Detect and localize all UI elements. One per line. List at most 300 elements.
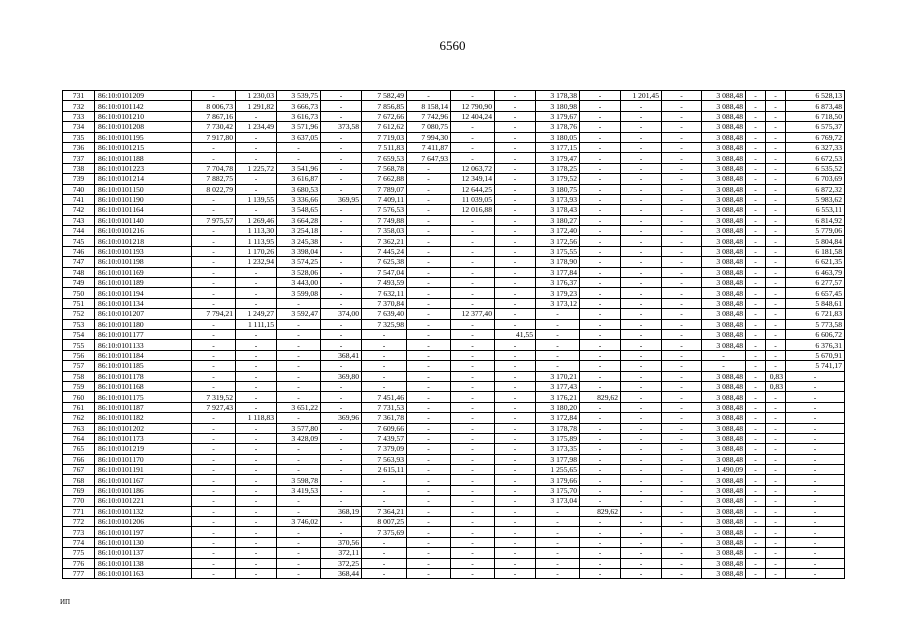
value-cell: - (766, 454, 786, 464)
value-cell: - (786, 423, 845, 433)
value-cell: - (580, 142, 621, 152)
cadastral-number-cell: 86:10:0101133 (95, 340, 192, 350)
value-cell: - (407, 298, 451, 308)
value-cell: - (580, 548, 621, 558)
value-cell: - (746, 288, 766, 298)
value-cell: - (786, 465, 845, 475)
row-number-cell: 733 (63, 111, 95, 121)
value-cell: - (451, 423, 495, 433)
cadastral-number-cell: 86:10:0101167 (95, 475, 192, 485)
value-cell: - (277, 506, 321, 516)
value-cell: 3 598,78 (277, 475, 321, 485)
value-cell: 3 179,47 (536, 153, 580, 163)
value-cell: 12 063,72 (451, 163, 495, 173)
value-cell: - (746, 527, 766, 537)
value-cell: - (766, 132, 786, 142)
value-cell: - (277, 371, 321, 381)
value-cell: - (746, 568, 766, 578)
value-cell: 7 563,93 (362, 454, 407, 464)
table-row (63, 433, 845, 443)
value-cell: - (362, 329, 407, 339)
value-cell: 3 177,43 (536, 381, 580, 391)
table-row (63, 506, 845, 516)
table-row (63, 309, 845, 319)
value-cell: - (746, 517, 766, 527)
value-cell: 7 794,21 (192, 309, 236, 319)
value-cell: - (362, 537, 407, 547)
value-cell: 12 377,40 (451, 309, 495, 319)
row-number-cell: 772 (63, 517, 95, 527)
value-cell: 7 639,40 (362, 309, 407, 319)
value-cell: 3 088,48 (702, 433, 746, 443)
value-cell: - (321, 142, 362, 152)
value-cell: 3 180,75 (536, 184, 580, 194)
value-cell: - (451, 433, 495, 443)
table-row (63, 527, 845, 537)
cadastral-number-cell: 86:10:0101180 (95, 319, 192, 329)
value-cell: - (621, 340, 662, 350)
value-cell: - (746, 309, 766, 319)
value-cell: - (536, 361, 580, 371)
value-cell: - (407, 184, 451, 194)
value-cell: - (495, 246, 536, 256)
value-cell: - (662, 392, 702, 402)
value-cell: - (192, 527, 236, 537)
value-cell: 3 088,48 (702, 267, 746, 277)
value-cell: - (277, 413, 321, 423)
value-cell: 3 680,53 (277, 184, 321, 194)
value-cell: 369,95 (321, 194, 362, 204)
value-cell: - (766, 537, 786, 547)
value-cell: - (495, 475, 536, 485)
value-cell: - (495, 101, 536, 111)
value-cell: - (192, 329, 236, 339)
value-cell: - (407, 340, 451, 350)
value-cell: - (580, 215, 621, 225)
value-cell: 3 088,48 (702, 184, 746, 194)
value-cell: - (746, 558, 766, 568)
value-cell: - (786, 381, 845, 391)
value-cell: 3 088,48 (702, 413, 746, 423)
cadastral-number-cell: 86:10:0101184 (95, 350, 192, 360)
value-cell: - (407, 444, 451, 454)
value-cell: - (321, 392, 362, 402)
value-cell: - (407, 402, 451, 412)
value-cell: - (766, 142, 786, 152)
row-number-cell: 732 (63, 101, 95, 111)
value-cell: - (662, 174, 702, 184)
value-cell: - (621, 142, 662, 152)
value-cell: - (746, 496, 766, 506)
value-cell: 7 659,53 (362, 153, 407, 163)
cadastral-number-cell: 86:10:0101193 (95, 246, 192, 256)
value-cell: 7 672,66 (362, 111, 407, 121)
value-cell: 3 088,48 (702, 485, 746, 495)
value-cell: 3 539,75 (277, 91, 321, 101)
row-number-cell: 774 (63, 537, 95, 547)
value-cell: - (321, 205, 362, 215)
value-cell: 8 022,79 (192, 184, 236, 194)
value-cell: 3 577,80 (277, 423, 321, 433)
value-cell: 7 358,03 (362, 226, 407, 236)
value-cell: - (580, 319, 621, 329)
value-cell: 6 769,72 (786, 132, 845, 142)
value-cell: - (321, 298, 362, 308)
value-cell: - (746, 371, 766, 381)
value-cell: - (495, 340, 536, 350)
value-cell: - (407, 371, 451, 381)
value-cell: - (495, 454, 536, 464)
value-cell: - (746, 340, 766, 350)
value-cell: - (451, 319, 495, 329)
value-cell: - (407, 267, 451, 277)
value-cell: - (321, 267, 362, 277)
value-cell: 7 749,88 (362, 215, 407, 225)
cadastral-number-cell: 86:10:0101173 (95, 433, 192, 443)
value-cell: - (236, 423, 277, 433)
value-cell: - (580, 329, 621, 339)
value-cell: - (277, 381, 321, 391)
value-cell: 6 553,11 (786, 205, 845, 215)
value-cell: 3 443,00 (277, 278, 321, 288)
value-cell: - (580, 101, 621, 111)
value-cell: - (407, 236, 451, 246)
value-cell: - (192, 371, 236, 381)
value-cell: 3 088,48 (702, 298, 746, 308)
value-cell: - (580, 527, 621, 537)
value-cell: - (621, 350, 662, 360)
value-cell: - (407, 465, 451, 475)
value-cell: 7 731,53 (362, 402, 407, 412)
value-cell: - (277, 465, 321, 475)
value-cell: - (662, 340, 702, 350)
value-cell: - (662, 371, 702, 381)
value-cell: 3 173,93 (536, 194, 580, 204)
value-cell: - (580, 361, 621, 371)
value-cell: - (407, 319, 451, 329)
value-cell: - (407, 496, 451, 506)
value-cell: - (580, 423, 621, 433)
value-cell: - (662, 475, 702, 485)
value-cell: - (580, 163, 621, 173)
value-cell: 8 007,25 (362, 517, 407, 527)
value-cell: 3 180,20 (536, 402, 580, 412)
value-cell: - (621, 174, 662, 184)
value-cell: 7 917,80 (192, 132, 236, 142)
value-cell: - (580, 517, 621, 527)
value-cell: 3 178,90 (536, 257, 580, 267)
value-cell: 3 172,84 (536, 413, 580, 423)
value-cell: - (321, 226, 362, 236)
value-cell: - (766, 485, 786, 495)
value-cell: 7 625,38 (362, 257, 407, 267)
value-cell: 3 088,48 (702, 371, 746, 381)
value-cell: - (580, 174, 621, 184)
value-cell: - (766, 475, 786, 485)
value-cell: 3 088,48 (702, 381, 746, 391)
table-row (63, 101, 845, 111)
value-cell: 370,56 (321, 537, 362, 547)
value-cell: 3 178,43 (536, 205, 580, 215)
value-cell: 3 088,48 (702, 454, 746, 464)
value-cell: - (621, 517, 662, 527)
value-cell: - (702, 350, 746, 360)
cadastral-number-cell: 86:10:0101178 (95, 371, 192, 381)
value-cell: - (192, 444, 236, 454)
value-cell: - (321, 278, 362, 288)
value-cell: - (786, 506, 845, 516)
value-cell: - (746, 163, 766, 173)
value-cell: - (621, 298, 662, 308)
value-cell: - (766, 329, 786, 339)
value-cell: - (766, 465, 786, 475)
value-cell: - (277, 454, 321, 464)
table-row (63, 278, 845, 288)
value-cell: 7 319,52 (192, 392, 236, 402)
value-cell: 3 419,53 (277, 485, 321, 495)
value-cell: - (451, 454, 495, 464)
value-cell: - (192, 568, 236, 578)
table-row (63, 340, 845, 350)
value-cell: - (495, 132, 536, 142)
value-cell: - (580, 433, 621, 443)
value-cell: 3 616,73 (277, 111, 321, 121)
value-cell: - (236, 475, 277, 485)
row-number-cell: 744 (63, 226, 95, 236)
value-cell: 3 088,48 (702, 527, 746, 537)
value-cell: - (236, 267, 277, 277)
value-cell: 12 016,88 (451, 205, 495, 215)
value-cell: - (786, 517, 845, 527)
value-cell: - (407, 413, 451, 423)
value-cell: 3 664,28 (277, 215, 321, 225)
cadastral-number-cell: 86:10:0101187 (95, 402, 192, 412)
value-cell: - (766, 111, 786, 121)
value-cell: 7 375,69 (362, 527, 407, 537)
value-cell: - (407, 288, 451, 298)
value-cell: 3 088,48 (702, 236, 746, 246)
value-cell: 3 175,89 (536, 433, 580, 443)
value-cell: 5 670,91 (786, 350, 845, 360)
value-cell: 7 493,59 (362, 278, 407, 288)
value-cell: - (192, 298, 236, 308)
value-cell: - (407, 174, 451, 184)
value-cell: - (766, 91, 786, 101)
value-cell: - (451, 350, 495, 360)
value-cell: - (407, 246, 451, 256)
value-cell: - (621, 236, 662, 246)
value-cell: - (277, 558, 321, 568)
value-cell: - (451, 257, 495, 267)
value-cell: - (786, 485, 845, 495)
value-cell: 3 088,48 (702, 142, 746, 152)
row-number-cell: 746 (63, 246, 95, 256)
value-cell: 1 490,09 (702, 465, 746, 475)
table-row (63, 111, 845, 121)
table-row (63, 205, 845, 215)
value-cell: - (495, 236, 536, 246)
value-cell: - (621, 267, 662, 277)
value-cell: - (495, 205, 536, 215)
value-cell: - (786, 475, 845, 485)
value-cell: - (662, 215, 702, 225)
value-cell: 6 535,52 (786, 163, 845, 173)
value-cell: 7 568,78 (362, 163, 407, 173)
value-cell: - (746, 236, 766, 246)
value-cell: - (766, 226, 786, 236)
value-cell: - (192, 278, 236, 288)
value-cell: - (192, 153, 236, 163)
value-cell: - (407, 215, 451, 225)
table-row (63, 444, 845, 454)
cadastral-number-cell: 86:10:0101206 (95, 517, 192, 527)
value-cell: - (766, 205, 786, 215)
value-cell: 5 983,62 (786, 194, 845, 204)
value-cell: - (192, 475, 236, 485)
value-cell: - (321, 246, 362, 256)
value-cell: 3 088,48 (702, 163, 746, 173)
value-cell: 6 181,58 (786, 246, 845, 256)
table-row (63, 392, 845, 402)
value-cell: 3 088,48 (702, 205, 746, 215)
table-row (63, 174, 845, 184)
cadastral-number-cell: 86:10:0101134 (95, 298, 192, 308)
value-cell: 3 428,09 (277, 433, 321, 443)
value-cell: - (407, 257, 451, 267)
value-cell: 3 088,48 (702, 246, 746, 256)
value-cell: - (621, 226, 662, 236)
row-number-cell: 767 (63, 465, 95, 475)
value-cell: - (580, 537, 621, 547)
value-cell: - (321, 132, 362, 142)
value-cell: 6 672,53 (786, 153, 845, 163)
value-cell: - (621, 413, 662, 423)
value-cell: - (662, 537, 702, 547)
value-cell: - (451, 496, 495, 506)
value-cell: - (192, 517, 236, 527)
value-cell: - (621, 558, 662, 568)
value-cell: 3 176,37 (536, 278, 580, 288)
row-number-cell: 765 (63, 444, 95, 454)
row-number-cell: 745 (63, 236, 95, 246)
cadastral-number-cell: 86:10:0101218 (95, 236, 192, 246)
row-number-cell: 748 (63, 267, 95, 277)
value-cell: - (662, 246, 702, 256)
value-cell: - (495, 257, 536, 267)
value-cell: 12 790,90 (451, 101, 495, 111)
value-cell: - (621, 215, 662, 225)
value-cell: 3 088,48 (702, 132, 746, 142)
value-cell: 3 179,23 (536, 288, 580, 298)
row-number-cell: 758 (63, 371, 95, 381)
table-row (63, 371, 845, 381)
cadastral-number-cell: 86:10:0101138 (95, 558, 192, 568)
table-row (63, 475, 845, 485)
value-cell: - (362, 558, 407, 568)
value-cell: - (766, 246, 786, 256)
value-cell: 6 463,79 (786, 267, 845, 277)
value-cell: 12 644,25 (451, 184, 495, 194)
cadastral-number-cell: 86:10:0101195 (95, 132, 192, 142)
value-cell: 7 730,42 (192, 122, 236, 132)
value-cell: - (621, 278, 662, 288)
value-cell: - (321, 517, 362, 527)
value-cell: - (451, 381, 495, 391)
cadastral-number-cell: 86:10:0101142 (95, 101, 192, 111)
value-cell: - (766, 392, 786, 402)
value-cell: 3 548,65 (277, 205, 321, 215)
table-row (63, 496, 845, 506)
value-cell: - (662, 184, 702, 194)
value-cell: - (580, 194, 621, 204)
value-cell: - (407, 329, 451, 339)
value-cell: 373,58 (321, 122, 362, 132)
value-cell: 3 254,18 (277, 226, 321, 236)
value-cell: - (621, 163, 662, 173)
value-cell: - (451, 132, 495, 142)
value-cell: 1 249,27 (236, 309, 277, 319)
value-cell: - (407, 381, 451, 391)
value-cell: - (746, 215, 766, 225)
value-cell: 7 547,04 (362, 267, 407, 277)
table-row (63, 319, 845, 329)
value-cell: - (786, 402, 845, 412)
value-cell: - (236, 174, 277, 184)
table-row (63, 413, 845, 423)
value-cell: - (621, 506, 662, 516)
value-cell: - (451, 340, 495, 350)
value-cell: - (236, 153, 277, 163)
value-cell: 1 170,26 (236, 246, 277, 256)
value-cell: - (580, 454, 621, 464)
value-cell: 7 511,83 (362, 142, 407, 152)
value-cell: - (746, 454, 766, 464)
value-cell: - (662, 361, 702, 371)
value-cell: - (451, 537, 495, 547)
value-cell: 1 225,72 (236, 163, 277, 173)
value-cell: - (580, 465, 621, 475)
value-cell: 12 349,14 (451, 174, 495, 184)
value-cell: - (192, 288, 236, 298)
value-cell: 3 173,35 (536, 444, 580, 454)
value-cell: 3 666,73 (277, 101, 321, 111)
value-cell: 3 179,66 (536, 475, 580, 485)
table-row (63, 226, 845, 236)
value-cell: - (362, 340, 407, 350)
value-cell: - (277, 444, 321, 454)
value-cell: - (621, 153, 662, 163)
value-cell: - (536, 309, 580, 319)
table-row (63, 246, 845, 256)
value-cell: - (407, 226, 451, 236)
value-cell: 3 088,48 (702, 111, 746, 121)
value-cell: - (192, 226, 236, 236)
value-cell: - (495, 527, 536, 537)
value-cell: - (451, 475, 495, 485)
value-cell: 3 177,15 (536, 142, 580, 152)
value-cell: - (766, 506, 786, 516)
value-cell: - (451, 361, 495, 371)
value-cell: 8 158,14 (407, 101, 451, 111)
value-cell: - (621, 537, 662, 547)
row-number-cell: 761 (63, 402, 95, 412)
value-cell: - (192, 267, 236, 277)
value-cell: 3 088,48 (702, 506, 746, 516)
value-cell: - (236, 402, 277, 412)
value-cell: 3 088,48 (702, 402, 746, 412)
value-cell: 3 088,48 (702, 278, 746, 288)
value-cell: 7 325,98 (362, 319, 407, 329)
